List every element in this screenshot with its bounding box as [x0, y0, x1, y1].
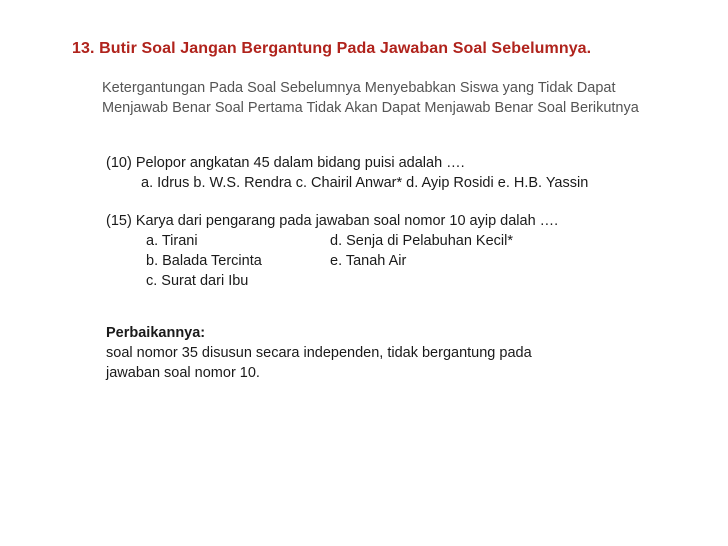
- fix-section: [106, 323, 532, 383]
- question-10-stem: (10) Pelopor angkatan 45 dalam bidang puisi adalah ….: [106, 155, 465, 171]
- fix-heading: Perbaikannya:: [106, 325, 206, 341]
- question-10-options: a. Idrus b. W.S. Rendra c. Chairil Anwar* d. Ayip Rosidi e. H.B. Yassin: [141, 175, 589, 191]
- subtitle-line: Menjawab Benar Soal Pertama Tidak Akan Dapat Menjawab Benar Soal Berikutnya: [102, 100, 639, 116]
- option-e: e. Tanah Air: [330, 253, 407, 269]
- question-15-stem: (15) Karya dari pengarang pada jawaban soal nomor 10 ayip dalah ….: [106, 213, 559, 229]
- slide-title: 13. Butir Soal Jangan Bergantung Pada Jawaban Soal Sebelumnya.: [72, 40, 592, 57]
- question-15-option-row: [106, 271, 558, 291]
- question-10: [106, 153, 588, 193]
- option-d: d. Senja di Pelabuhan Kecil*: [330, 233, 513, 249]
- question-15-option-row: [106, 251, 558, 271]
- option-a: a. Tirani: [146, 233, 198, 249]
- fix-line: soal nomor 35 disusun secara independen, tidak bergantung pada: [106, 345, 532, 361]
- slide-subtitle: [102, 78, 639, 118]
- question-15-option-row: [106, 231, 558, 251]
- fix-line: jawaban soal nomor 10.: [106, 365, 260, 381]
- option-c: c. Surat dari Ibu: [146, 273, 249, 289]
- option-b: b. Balada Tercinta: [146, 253, 262, 269]
- question-15: [106, 211, 558, 291]
- subtitle-line: Ketergantungan Pada Soal Sebelumnya Menyebabkan Siswa yang Tidak Dapat: [102, 80, 616, 96]
